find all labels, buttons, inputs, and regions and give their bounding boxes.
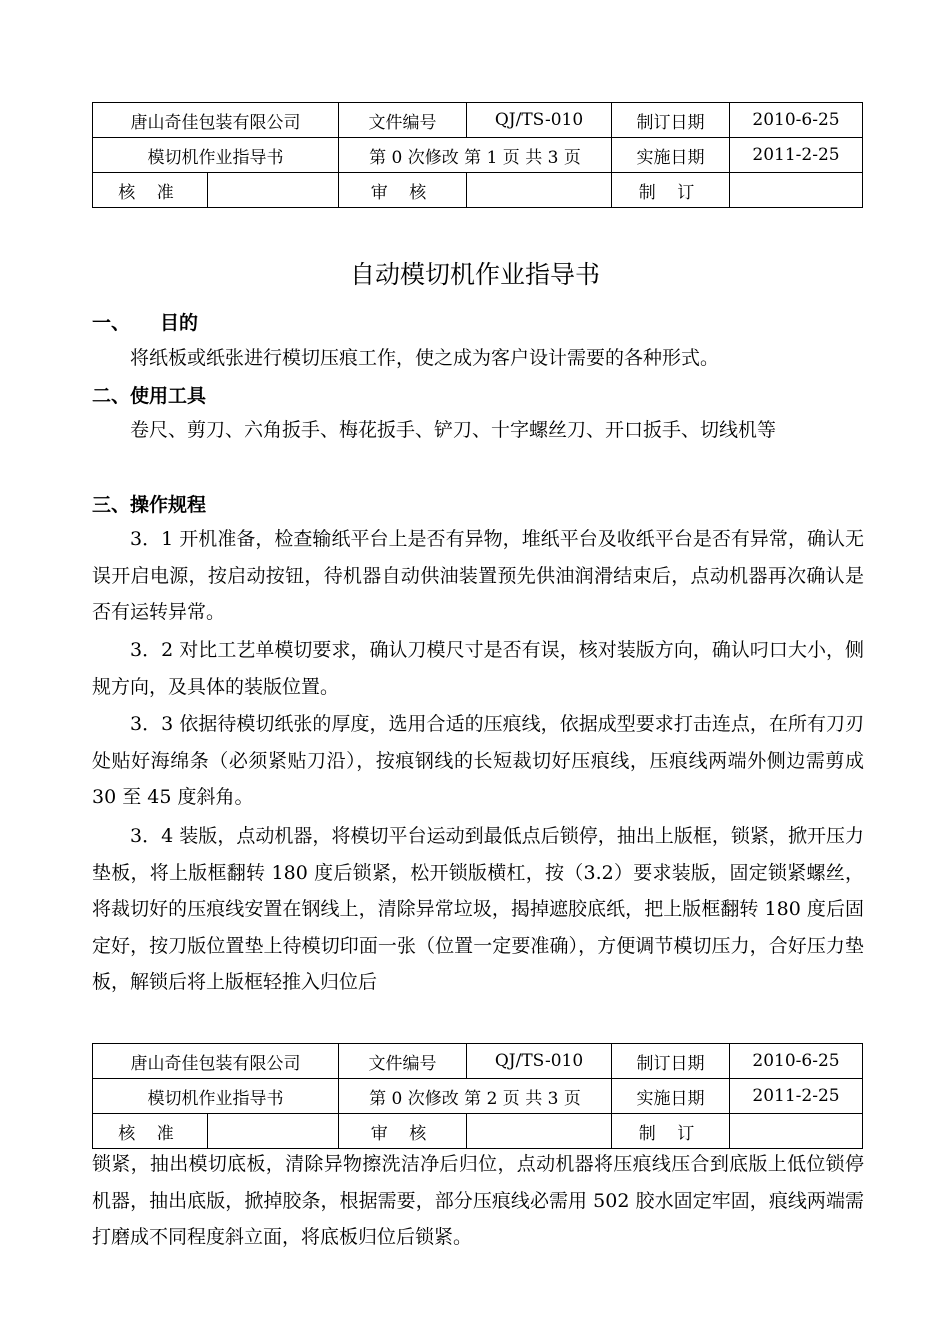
section-number: 一、 [92,312,131,334]
draft-date: 2010-6-25 [730,103,863,138]
prepare-label: 制 订 [612,173,730,208]
document-name: 模切机作业指导书 [93,1079,339,1114]
document-name: 模切机作业指导书 [93,138,339,173]
implementation-date-label: 实施日期 [612,138,730,173]
file-number-label: 文件编号 [339,103,467,138]
procedure-step-3-2: 3．2 对比工艺单模切要求，确认刀模尺寸是否有误，核对装版方向，确认叼口大小，侧规方向，及具体的装版位置。 [92,639,864,698]
section-title: 目的 [160,312,199,334]
implementation-date-label: 实施日期 [612,1079,730,1114]
implementation-date: 2011-2-25 [730,1079,863,1114]
file-number: QJ/TS-010 [467,1044,612,1079]
file-number: QJ/TS-010 [467,103,612,138]
prepare-cell [730,173,863,208]
implementation-date: 2011-2-25 [730,138,863,173]
file-number-label: 文件编号 [339,1044,467,1079]
revision-page-info: 第 0 次修改 第 1 页 共 3 页 [339,138,612,173]
approve-cell [208,173,339,208]
draft-date: 2010-6-25 [730,1044,863,1079]
section-heading-purpose [92,308,198,335]
review-label: 审 核 [339,1114,467,1149]
approve-label: 核 准 [93,173,208,208]
document-title: 自动模切机作业指导书 [349,260,600,289]
procedure-step-3-1: 3．1 开机准备，检查输纸平台上是否有异物，堆纸平台及收纸平台是否有异常，确认无误开启电源，按启动按钮，待机器自动供油装置预先供油润滑结束后，点动机器再次确认是否有运转异常。 [92,528,864,623]
review-cell [467,1114,612,1149]
approve-cell [208,1114,339,1149]
company-name: 唐山奇佳包装有限公司 [93,103,339,138]
procedure-continuation: 锁紧，抽出模切底板，清除异物擦洗洁净后归位，点动机器将压痕线压合到底版上低位锁停机器，抽出底版，掀掉胶条，根据需要，部分压痕线必需用 502 胶水固定牢固，痕线两端需打磨成不同程度斜立面，将底板归位后锁紧。 [92,1153,864,1248]
company-name: 唐山奇佳包装有限公司 [93,1044,339,1079]
prepare-cell [730,1114,863,1149]
section-heading-procedure: 三、操作规程 [92,494,207,516]
prepare-label: 制 订 [612,1114,730,1149]
review-label: 审 核 [339,173,467,208]
draft-date-label: 制订日期 [612,1044,730,1079]
revision-page-info: 第 0 次修改 第 2 页 共 3 页 [339,1079,612,1114]
approve-label: 核 准 [93,1114,208,1149]
draft-date-label: 制订日期 [612,103,730,138]
header-table-page-1 [92,102,863,208]
tools-text: 卷尺、剪刀、六角扳手、梅花扳手、铲刀、十字螺丝刀、开口扳手、切线机等 [130,419,777,441]
review-cell [467,173,612,208]
section-heading-tools: 二、使用工具 [92,385,207,407]
procedure-step-3-3: 3．3 依据待模切纸张的厚度，选用合适的压痕线，依据成型要求打击连点，在所有刀刃处贴好海绵条（必须紧贴刀沿），按痕钢线的长短裁切好压痕线，压痕线两端外侧边需剪成 30 至 45 度斜角。 [92,713,864,808]
header-table-page-2 [92,1043,863,1149]
purpose-text: 将纸板或纸张进行模切压痕工作，使之成为客户设计需要的各种形式。 [130,347,720,369]
procedure-step-3-4: 3．4 装版，点动机器，将模切平台运动到最低点后锁停，抽出上版框，锁紧，掀开压力垫板，将上版框翻转 180 度后锁紧，松开锁版横杠，按（3.2）要求装版，固定锁紧螺丝，将裁切好的压痕线安置在钢线上，清除异常垃圾，揭掉遮胶底纸，把上版框翻转 180 度后固定好，按刀版位置垫上待模切印面一张（位置一定要准确），方便调节模切压力，合好压力垫板，解锁后将上版框轻推入归位后 [92,825,864,993]
